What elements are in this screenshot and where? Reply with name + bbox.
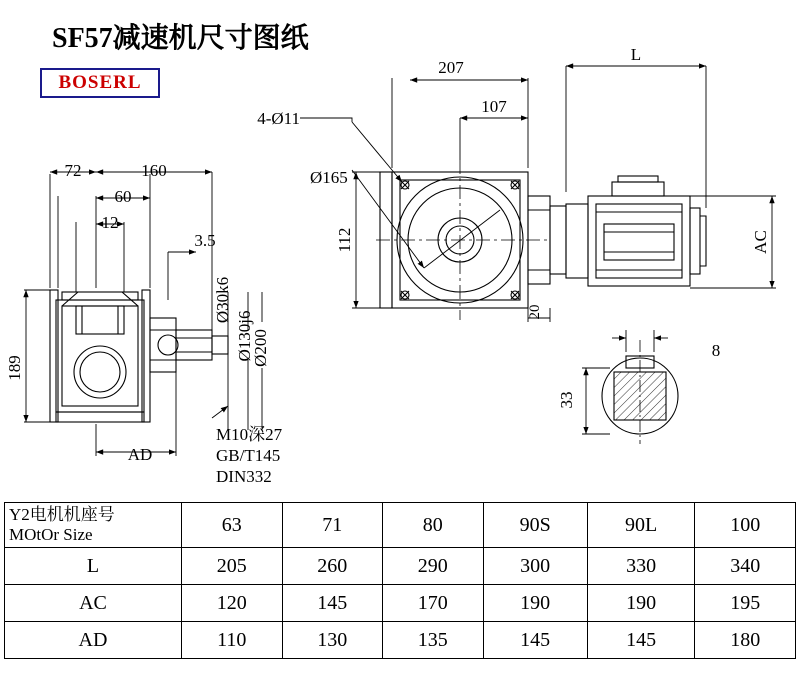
table-cell: 170 xyxy=(383,585,484,622)
note-m10-label: M10深27 xyxy=(216,425,283,444)
note-din-label: DIN332 xyxy=(216,467,272,486)
dim-112-label: 112 xyxy=(335,227,354,253)
dim-d200-label: Ø200 xyxy=(251,329,270,367)
row-label: L xyxy=(5,548,182,585)
table-cell: 130 xyxy=(282,622,383,659)
table-cell: 120 xyxy=(182,585,283,622)
dim-207-label: 207 xyxy=(438,58,464,77)
table-cell: 145 xyxy=(282,585,383,622)
table-cell: 340 xyxy=(695,548,796,585)
table-row xyxy=(5,622,796,659)
dim-20-label: 20 xyxy=(527,304,543,320)
motor-size-cell: 71 xyxy=(282,503,383,548)
note-gb-label: GB/T145 xyxy=(216,446,281,465)
table-header-cn: Y2电机机座号 xyxy=(9,505,115,524)
dim-d165-label: Ø165 xyxy=(310,168,348,187)
table-cell: 190 xyxy=(587,585,695,622)
motor-size-cell: 63 xyxy=(182,503,283,548)
gearbox-front-view xyxy=(376,160,706,320)
motor-size-cell: 90L xyxy=(587,503,695,548)
table-row xyxy=(5,548,796,585)
dim-12-label: 12 xyxy=(101,213,119,232)
table-header-en: MOtOr Size xyxy=(9,525,93,544)
page-title: SF57减速机尺寸图纸 xyxy=(52,23,309,54)
table-cell: 110 xyxy=(182,622,283,659)
motor-size-cell: 100 xyxy=(695,503,796,548)
table-cell: 300 xyxy=(483,548,587,585)
dim-ad-label: AD xyxy=(127,445,153,464)
dim-160-label: 160 xyxy=(141,161,167,180)
dim-ac-label: AC xyxy=(751,230,770,254)
motor-size-cell: 90S xyxy=(483,503,587,548)
table-cell: 145 xyxy=(587,622,695,659)
table-cell: 330 xyxy=(587,548,695,585)
table-row xyxy=(5,585,796,622)
table-cell: 145 xyxy=(483,622,587,659)
motor-size-cell: 80 xyxy=(383,503,484,548)
dim-d130j6-label: Ø130j6 xyxy=(235,310,254,362)
table-cell: 260 xyxy=(282,548,383,585)
dim-189-label: 189 xyxy=(5,355,24,381)
table-cell: 190 xyxy=(483,585,587,622)
dim-60-label: 60 xyxy=(114,187,132,206)
row-label: AC xyxy=(5,585,182,622)
row-label: AD xyxy=(5,622,182,659)
dim-107-label: 107 xyxy=(481,97,507,116)
table-row-header xyxy=(5,503,796,548)
dim-d30k6-label: Ø30k6 xyxy=(213,276,232,324)
table-cell: 135 xyxy=(383,622,484,659)
left-side-view xyxy=(50,290,228,422)
specification-table xyxy=(4,502,796,659)
brand-logo-text: BOSERL xyxy=(58,72,142,93)
dim-L-label: L xyxy=(630,45,642,64)
dim-3-5-label: 3.5 xyxy=(194,231,216,250)
dim-8-label: 8 xyxy=(711,341,721,360)
table-cell: 205 xyxy=(182,548,283,585)
table-cell: 195 xyxy=(695,585,796,622)
table-cell: 180 xyxy=(695,622,796,659)
table-cell: 290 xyxy=(383,548,484,585)
shaft-end-detail xyxy=(602,340,678,444)
dim-33-label: 33 xyxy=(557,391,576,409)
dim-72-label: 72 xyxy=(64,161,82,180)
dim-4xd11-label: 4-Ø11 xyxy=(257,109,300,128)
table-header-motor-size xyxy=(5,503,182,548)
